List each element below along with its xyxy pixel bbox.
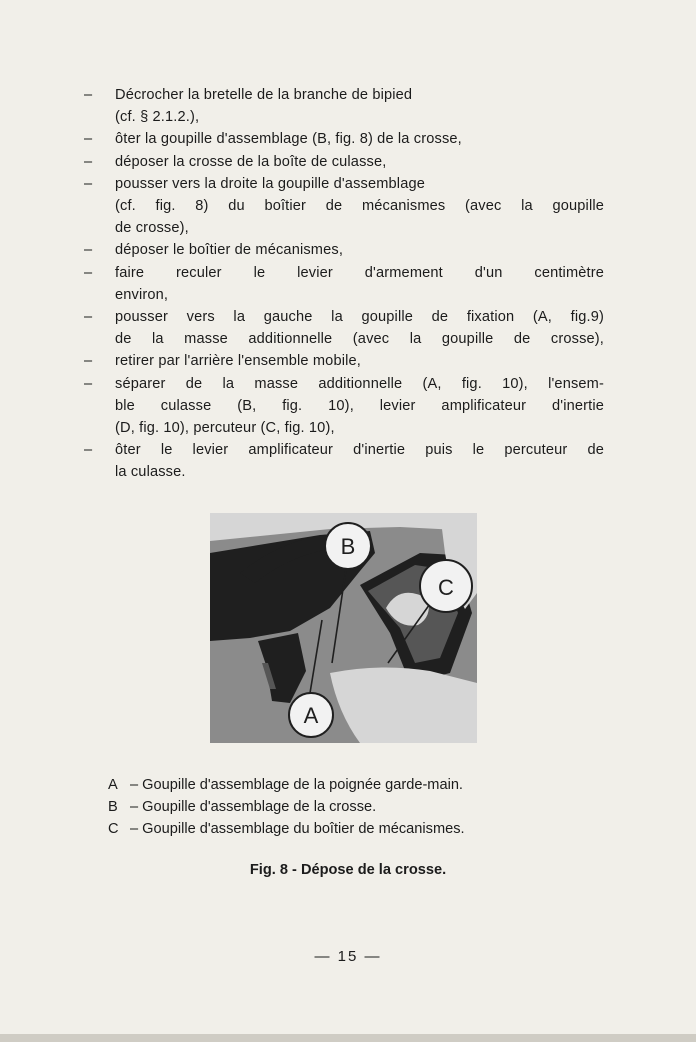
step-item [84, 262, 604, 306]
step-item [84, 173, 604, 240]
step-dash: – [84, 309, 93, 326]
legend-item [108, 796, 465, 818]
rifle-photo-illustration [210, 513, 477, 743]
page-number: — 15 — [314, 948, 382, 965]
step-item [84, 373, 604, 440]
callout-label-b: B [340, 534, 356, 559]
legend-text: – Goupille d'assemblage de la poignée garde-main. [130, 777, 463, 793]
step-item [84, 84, 604, 128]
callout-label-a: A [303, 703, 319, 728]
step-text-line: ôter la goupille d'assemblage (B, fig. 8) de la crosse, [115, 131, 462, 148]
step-item [84, 439, 604, 483]
step-dash: – [84, 375, 93, 392]
step-item [84, 128, 604, 150]
step-text-line: déposer la crosse de la boîte de culasse, [115, 153, 387, 170]
step-item [84, 151, 604, 173]
legend-text: – Goupille d'assemblage du boîtier de mécanismes. [130, 821, 465, 838]
page-bottom-edge [0, 1034, 696, 1042]
step-text-line: (cf. fig. 8) du boîtier de mécanismes (avec la goupille [115, 198, 604, 215]
step-text-line: pousser vers la gauche la goupille de fixation (A, fig.9) [115, 309, 604, 326]
step-text-line: retirer par l'arrière l'ensemble mobile, [115, 353, 361, 370]
step-dash: – [84, 442, 93, 459]
step-text-line: environ, [115, 286, 169, 303]
legend-text: – Goupille d'assemblage de la crosse. [130, 799, 377, 816]
legend-letter: C [108, 821, 119, 838]
step-text-line: la culasse. [115, 464, 186, 481]
step-text-line: (cf. § 2.1.2.), [115, 109, 200, 126]
step-text-line: séparer de la masse additionnelle (A, fig. 10), l'ensem- [115, 375, 604, 392]
rifle-disassembly-photo [210, 513, 477, 743]
step-dash: – [84, 131, 93, 148]
callout-label-c: C [438, 575, 454, 600]
step-text-line: déposer le boîtier de mécanismes, [115, 242, 344, 259]
step-text-line: ble culasse (B, fig. 10), levier amplificateur d'inertie [115, 397, 604, 414]
figure-caption: Fig. 8 - Dépose de la crosse. [249, 862, 447, 878]
figure-legend [108, 774, 465, 841]
step-text-line: de crosse), [115, 220, 189, 237]
step-dash: – [84, 175, 93, 192]
step-dash: – [84, 242, 93, 259]
step-dash: – [84, 353, 93, 370]
step-text-line: (D, fig. 10), percuteur (C, fig. 10), [115, 420, 335, 437]
step-text-line: de la masse additionnelle (avec la goupille de crosse), [115, 331, 604, 348]
step-text-line: ôter le levier amplificateur d'inertie puis le percuteur de [115, 442, 604, 459]
step-text-line: pousser vers la droite la goupille d'assemblage [115, 175, 425, 192]
legend-letter: B [108, 799, 118, 816]
step-dash: – [84, 87, 93, 103]
step-item [84, 350, 604, 372]
step-dash: – [84, 153, 93, 170]
legend-item [108, 818, 465, 840]
disassembly-steps-list [84, 84, 604, 484]
legend-letter: A [108, 777, 118, 793]
step-text-line: faire reculer le levier d'armement d'un centimètre [115, 264, 604, 281]
legend-item [108, 774, 465, 796]
step-text-line: Décrocher la bretelle de la branche de bipied [115, 87, 413, 103]
step-item [84, 306, 604, 350]
step-dash: – [84, 264, 93, 281]
step-item [84, 239, 604, 261]
